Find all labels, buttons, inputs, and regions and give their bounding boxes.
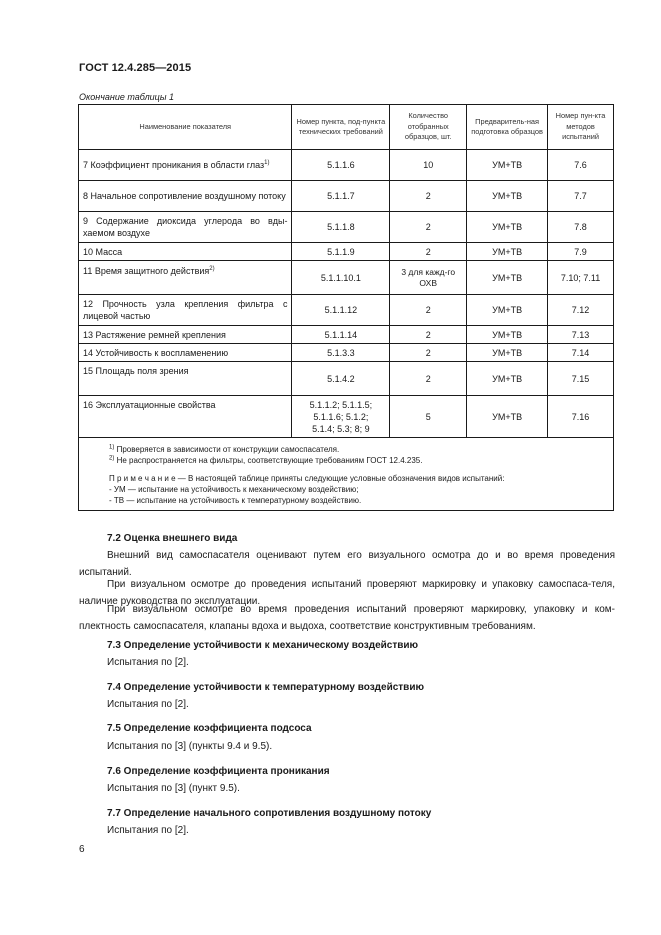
paragraph: При визуальном осмотре во время проведения испытаний проверяют маркировку, упаковку и ком-плектность самоспасателя, клапаны вдоха и выдоха, соответствие конструктивным требованиям. xyxy=(79,604,615,632)
section-title: 7.7 Определение начального сопротивления воздушному потоку xyxy=(107,808,432,819)
table-caption: Окончание таблицы 1 xyxy=(79,92,174,102)
requirement-ref: 5.1.1.2; 5.1.1.5; 5.1.1.6; 5.1.2; 5.1.4; 5.3; 8; 9 xyxy=(292,396,390,438)
table-row xyxy=(79,261,614,295)
table-row xyxy=(79,362,614,396)
preparation: УМ+ТВ xyxy=(467,344,548,362)
table-row xyxy=(79,181,614,212)
sample-quantity: 5 xyxy=(390,396,467,438)
table-row xyxy=(79,212,614,243)
column-header: Номер пун-кта методов испытаний xyxy=(548,105,614,150)
indicator-name: 8 Начальное сопротивление воздушному потоку xyxy=(79,181,292,212)
indicator-name: 15 Площадь поля зрения xyxy=(79,362,292,396)
indicator-name: 14 Устойчивость к воспламенению xyxy=(79,344,292,362)
footnotes xyxy=(79,438,614,511)
requirement-ref: 5.1.1.8 xyxy=(292,212,390,243)
note-item: - УМ — испытание на устойчивость к механическому воздействию; xyxy=(109,485,359,494)
document-header: ГОСТ 12.4.285—2015 xyxy=(79,62,192,74)
paragraph: Испытания по [2]. xyxy=(107,825,189,836)
table-row xyxy=(79,326,614,344)
method-ref: 7.8 xyxy=(548,212,614,243)
method-ref: 7.10; 7.11 xyxy=(548,261,614,295)
requirement-ref: 5.1.1.14 xyxy=(292,326,390,344)
method-ref: 7.7 xyxy=(548,181,614,212)
paragraph: Испытания по [3] (пункты 9.4 и 9.5). xyxy=(107,741,273,752)
table-header-row xyxy=(79,105,614,150)
method-ref: 7.12 xyxy=(548,295,614,326)
paragraph: Испытания по [2]. xyxy=(107,657,189,668)
preparation: УМ+ТВ xyxy=(467,243,548,261)
indicator-name: 9 Содержание диоксида углерода во вды-хаемом воздухе xyxy=(79,212,292,243)
method-ref: 7.15 xyxy=(548,362,614,396)
sample-quantity: 2 xyxy=(390,181,467,212)
requirement-ref: 5.1.1.7 xyxy=(292,181,390,212)
method-ref: 7.9 xyxy=(548,243,614,261)
preparation: УМ+ТВ xyxy=(467,150,548,181)
preparation: УМ+ТВ xyxy=(467,212,548,243)
requirement-ref: 5.1.1.6 xyxy=(292,150,390,181)
sample-quantity: 3 для кажд-го ОХВ xyxy=(390,261,467,295)
indicator-name: 7 Коэффициент проникания в области глаз$^{1)}$ xyxy=(79,150,292,181)
sample-quantity: 2 xyxy=(390,326,467,344)
preparation: УМ+ТВ xyxy=(467,181,548,212)
indicator-name: 10 Масса xyxy=(79,243,292,261)
table-row xyxy=(79,243,614,261)
sample-quantity: 2 xyxy=(390,344,467,362)
column-header: Предваритель-ная подготовка образцов xyxy=(467,105,548,150)
paragraph: Испытания по [2]. xyxy=(107,699,189,710)
column-header: Количество отобранных образцов, шт. xyxy=(390,105,467,150)
requirement-ref: 5.1.4.2 xyxy=(292,362,390,396)
sample-quantity: 10 xyxy=(390,150,467,181)
requirement-ref: 5.1.1.12 xyxy=(292,295,390,326)
indicator-name: 13 Растяжение ремней крепления xyxy=(79,326,292,344)
sample-quantity: 2 xyxy=(390,295,467,326)
preparation: УМ+ТВ xyxy=(467,295,548,326)
table-row xyxy=(79,396,614,438)
paragraph: Испытания по [3] (пункт 9.5). xyxy=(107,783,240,794)
footnote-1: $^{1)}$ Проверяется в зависимости от конструкции самоспасателя. xyxy=(109,444,340,454)
indicator-name: 11 Время защитного действия$^{2)}$ xyxy=(79,261,292,295)
requirement-ref: 5.1.3.3 xyxy=(292,344,390,362)
test-table xyxy=(78,104,614,511)
page-number: 6 xyxy=(79,844,85,855)
table-row xyxy=(79,344,614,362)
section-title: 7.3 Определение устойчивости к механическому воздействию xyxy=(107,640,419,651)
column-header: Номер пункта, под-пункта технических требований xyxy=(292,105,390,150)
method-ref: 7.14 xyxy=(548,344,614,362)
method-ref: 7.13 xyxy=(548,326,614,344)
indicator-name: 16 Эксплуатационные свойства xyxy=(79,396,292,438)
column-header: Наименование показателя xyxy=(79,105,292,150)
table-row xyxy=(79,150,614,181)
table-footer xyxy=(79,438,614,511)
section-title: 7.2 Оценка внешнего вида xyxy=(107,533,238,544)
preparation: УМ+ТВ xyxy=(467,261,548,295)
paragraph: Внешний вид самоспасателя оценивают путем его визуального осмотра до и во время проведения испытаний. xyxy=(79,550,615,578)
requirement-ref: 5.1.1.10.1 xyxy=(292,261,390,295)
section-title: 7.5 Определение коэффициента подсоса xyxy=(107,723,312,734)
indicator-name: 12 Прочность узла крепления фильтра с лицевой частью xyxy=(79,295,292,326)
note-item: - ТВ — испытание на устойчивость к температурному воздействию. xyxy=(109,496,362,505)
method-ref: 7.6 xyxy=(548,150,614,181)
sample-quantity: 2 xyxy=(390,362,467,396)
sample-quantity: 2 xyxy=(390,212,467,243)
footnote-2: $^{2)}$ Не распространяется на фильтры, соответствующие требованиям ГОСТ 12.4.235. xyxy=(109,455,423,465)
section-title: 7.4 Определение устойчивости к температурному воздействию xyxy=(107,682,425,693)
table-note: П р и м е ч а н и е — В настоящей таблице приняты следующие условные обозначения видов испытаний: xyxy=(109,474,505,483)
table-row xyxy=(79,295,614,326)
requirement-ref: 5.1.1.9 xyxy=(292,243,390,261)
paragraph: При визуальном осмотре до проведения испытаний проверяют маркировку и упаковку самоспаса-теля, наличие руководства по эксплуатации. xyxy=(79,579,615,607)
preparation: УМ+ТВ xyxy=(467,362,548,396)
method-ref: 7.16 xyxy=(548,396,614,438)
preparation: УМ+ТВ xyxy=(467,396,548,438)
preparation: УМ+ТВ xyxy=(467,326,548,344)
sample-quantity: 2 xyxy=(390,243,467,261)
section-title: 7.6 Определение коэффициента проникания xyxy=(107,766,330,777)
